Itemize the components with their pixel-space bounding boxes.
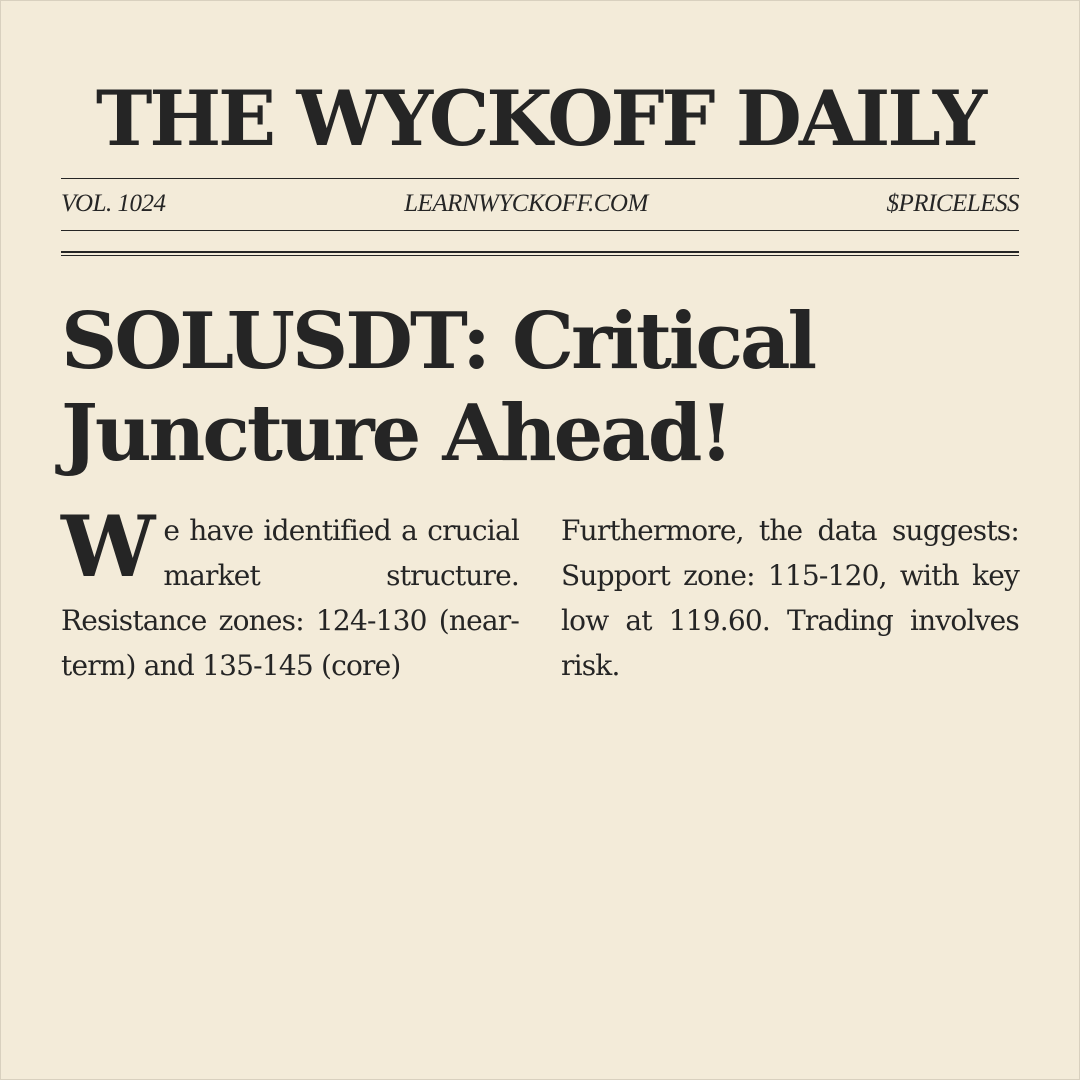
double-rule-thin [61, 255, 1019, 256]
article-column-left [61, 497, 519, 688]
double-rule-thick [61, 251, 1019, 253]
drop-cap: W [61, 497, 156, 596]
masthead-title: THE WYCKOFF DAILY [95, 74, 985, 163]
column-right-text: Furthermore, the data suggests: Support zone: 115-120, with key low at 119.60. Trading involves risk. [561, 514, 1019, 682]
article-column-right [561, 508, 1019, 688]
article-headline: SOLUSDT: Critical Juncture Ahead! [61, 296, 815, 479]
website-label: LEARNWYCKOFF.COM [404, 190, 648, 217]
top-rule [61, 178, 1019, 179]
volume-label: VOL. 1024 [61, 190, 166, 217]
middle-rule [61, 230, 1019, 231]
price-label: $PRICELESS [886, 190, 1019, 217]
article-columns [61, 497, 1019, 688]
column-left-text: e have identified a crucial market structure. Resistance zones: 124-130 (near-term) and 135-145 (core) [61, 514, 519, 682]
info-bar [61, 186, 1019, 222]
newspaper-page [61, 0, 1019, 1080]
